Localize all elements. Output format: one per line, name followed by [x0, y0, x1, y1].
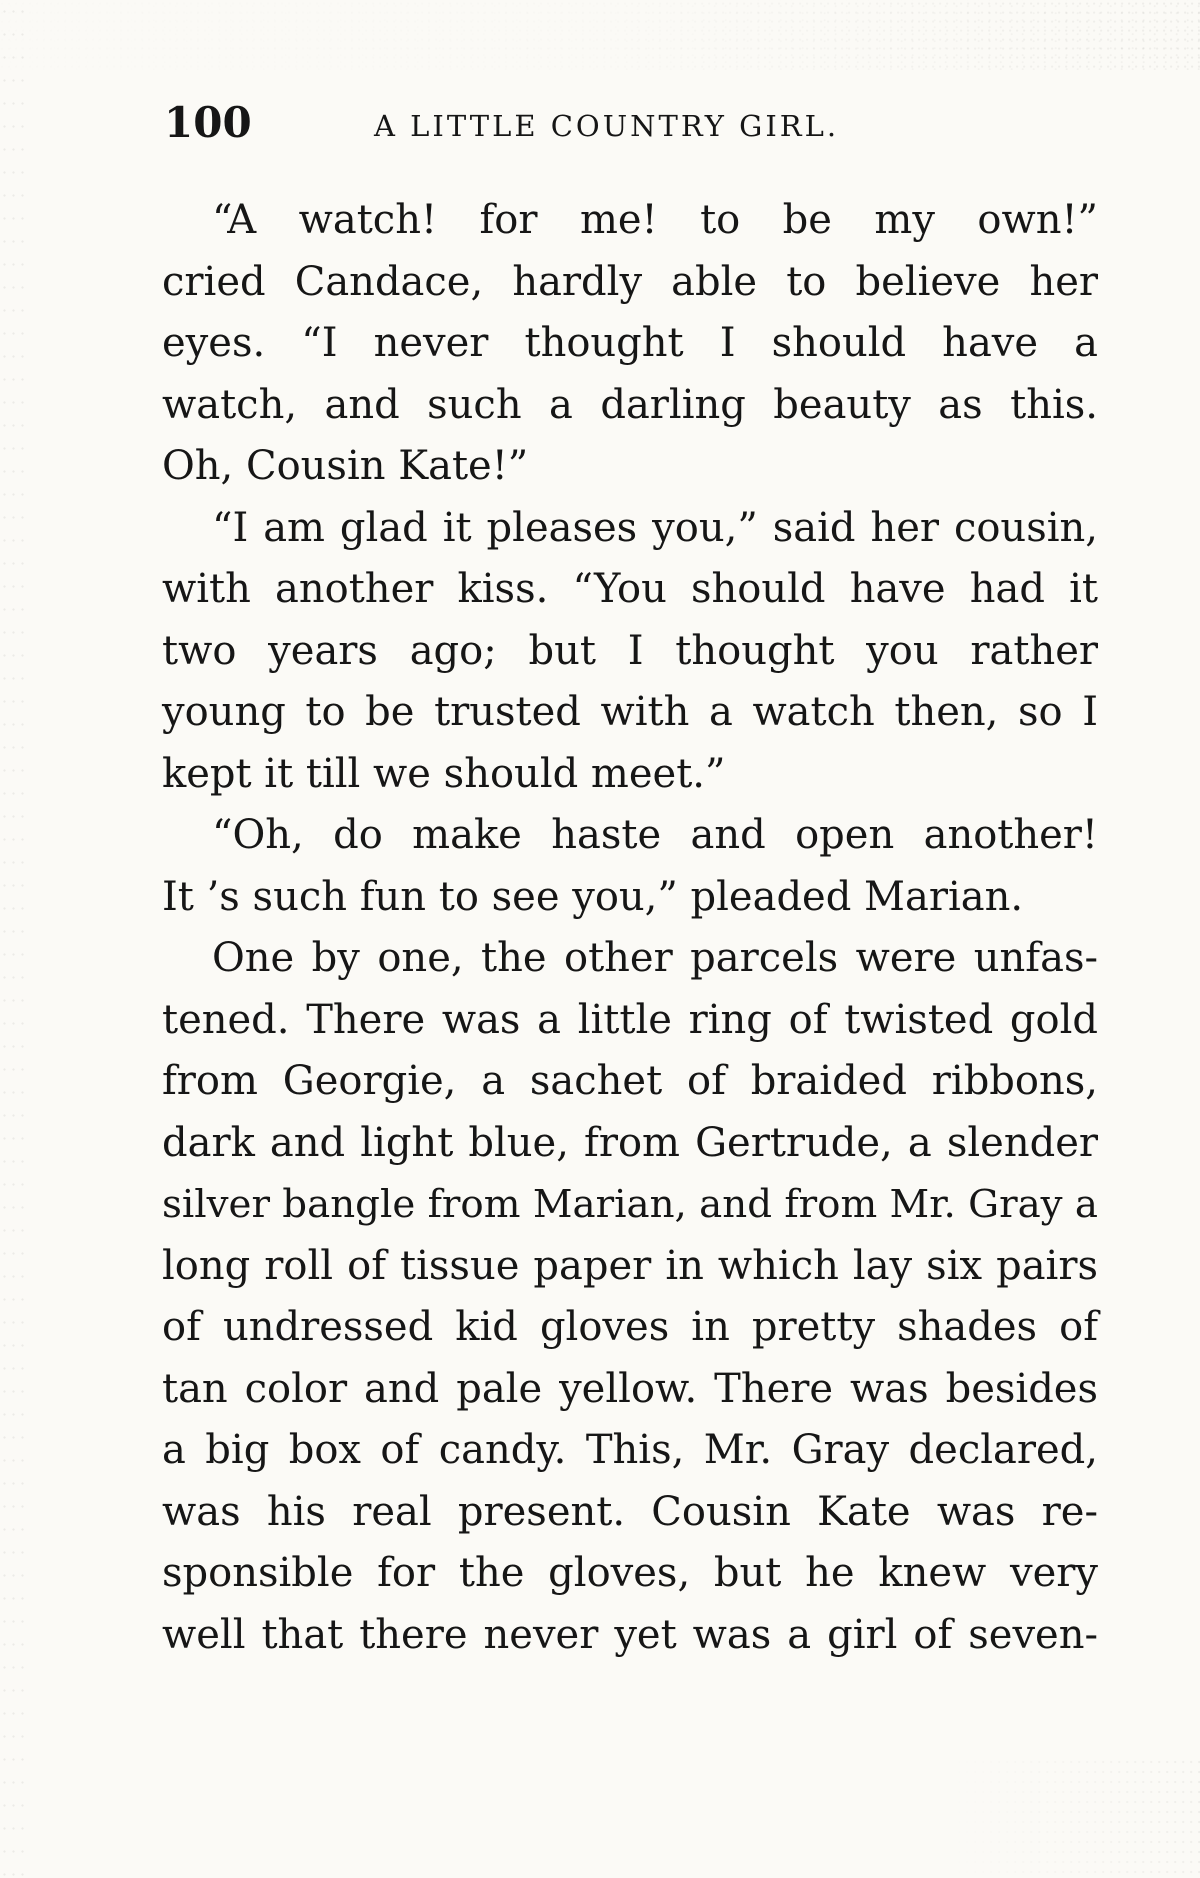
page-speckle-bottom-right	[940, 1758, 1200, 1878]
text-line: tened. There was a little ring of twisted gold	[162, 996, 1098, 1043]
text-line: dark and light blue, from Gertrude, a slender	[162, 1119, 1098, 1166]
text-line: from Georgie, a sachet of braided ribbons,	[162, 1058, 1098, 1104]
text-line: of undressed kid gloves in pretty shades of	[162, 1304, 1098, 1350]
text-line: tan color and pale yellow. There was besides	[162, 1365, 1098, 1412]
text-line: It ’s such fun to see you,” pleaded Marian.	[162, 873, 1024, 920]
text-line: kept it till we should meet.”	[162, 750, 726, 797]
text-line: well that there never yet was a girl of seven-	[162, 1611, 1098, 1658]
text-line: two years ago; but I thought you rather	[162, 627, 1098, 674]
text-line: watch, and such a darling beauty as this.	[162, 381, 1098, 428]
text-line: eyes. “I never thought I should have a	[162, 320, 1098, 366]
page-header	[164, 98, 1104, 148]
page-number: 100	[164, 98, 252, 147]
text-line: silver bangle from Marian, and from Mr. Gray a	[162, 1182, 1098, 1227]
running-title: A LITTLE COUNTRY GIRL.	[374, 109, 840, 143]
text-line: Oh, Cousin Kate!”	[162, 443, 529, 489]
page-speckle-left	[0, 0, 30, 1878]
text-line: cried Candace, hardly able to believe her	[162, 258, 1098, 305]
text-line: young to be trusted with a watch then, so I	[162, 689, 1098, 735]
page-speckle-top	[0, 0, 1200, 70]
body-text	[162, 190, 1098, 1666]
text-line: long roll of tissue paper in which lay six pairs	[162, 1242, 1098, 1289]
text-line: sponsible for the gloves, but he knew very	[162, 1550, 1098, 1596]
text-line: “A watch! for me! to be my own!”	[212, 197, 1098, 243]
text-line: “I am glad it pleases you,” said her cousin,	[212, 504, 1098, 551]
text-line: with another kiss. “You should have had it	[162, 566, 1098, 612]
text-line: One by one, the other parcels were unfas-	[212, 935, 1098, 981]
text-line: “Oh, do make haste and open another!	[212, 812, 1098, 858]
text-line: was his real present. Cousin Kate was re-	[162, 1488, 1098, 1535]
text-line: a big box of candy. This, Mr. Gray declared,	[162, 1427, 1098, 1473]
